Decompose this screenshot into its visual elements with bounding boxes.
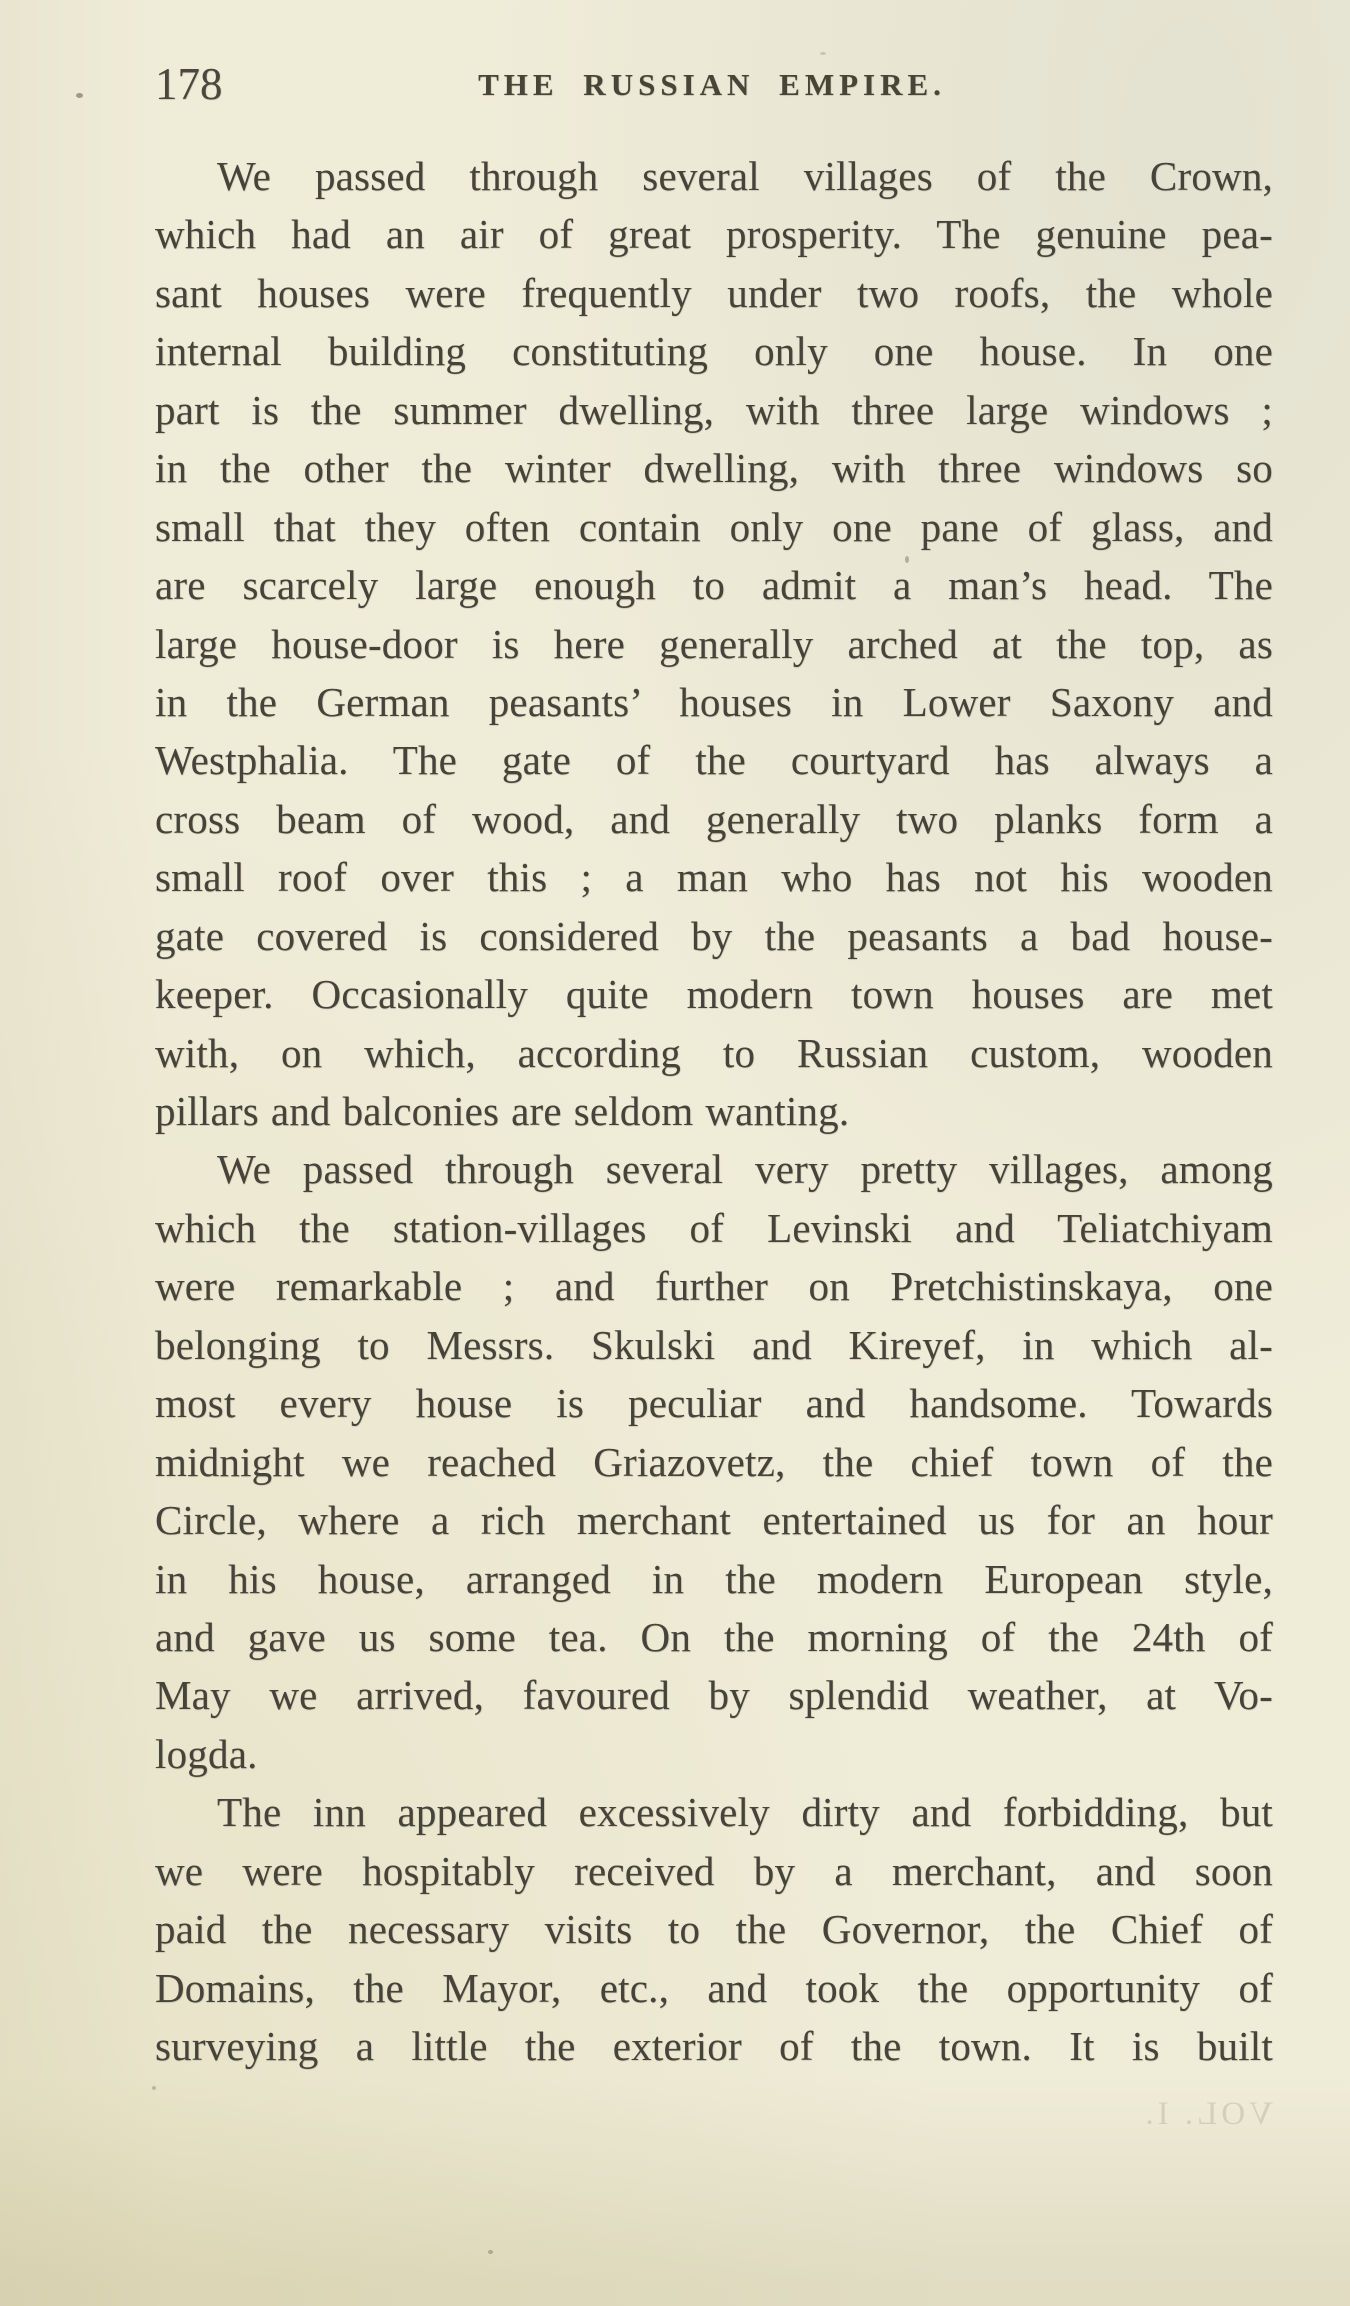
text-line: in the other the winter dwelling, with three windows so [155, 445, 1273, 492]
page-header [0, 58, 1350, 110]
text-line: gate covered is considered by the peasants a bad house- [155, 912, 1273, 959]
text-line: small roof over this ; a man who has not his wooden [155, 854, 1273, 901]
page-number: 178 [155, 59, 223, 109]
text-line: in his house, arranged in the modern European style, [155, 1555, 1273, 1602]
showthrough-text: VOL. I. [1141, 2096, 1273, 2132]
text-line: internal building constituting only one house. In one [155, 328, 1273, 375]
text-line: small that they often contain only one pane of glass, and [155, 503, 1273, 550]
text-line: large house-door is here generally arched at the top, as [155, 620, 1273, 667]
text-line: Circle, where a rich merchant entertained us for an hour [155, 1497, 1273, 1544]
paper-speck [905, 556, 909, 563]
text-line: in the German peasants’ houses in Lower Saxony and [155, 678, 1273, 725]
text-line: We passed through several villages of the Crown, [217, 153, 1273, 199]
text-line: with, on which, according to Russian custom, wooden [155, 1029, 1273, 1076]
paper-speck [820, 52, 826, 55]
text-line: sant houses were frequently under two roofs, the whole [155, 269, 1273, 316]
text-line: surveying a little the exterior of the town. It is built [155, 2023, 1273, 2069]
text-line: The inn appeared excessively dirty and forbidding, but [217, 1789, 1273, 1836]
text-line: which had an air of great prosperity. The genuine pea- [155, 211, 1273, 258]
text-line: pillars and balconies are seldom wanting. [155, 1088, 850, 1134]
running-title: THE RUSSIAN EMPIRE. [478, 67, 946, 102]
text-line: May we arrived, favoured by splendid weather, at Vo- [155, 1672, 1273, 1719]
text-line: cross beam of wood, and generally two planks form a [155, 795, 1273, 842]
text-line: We passed through several very pretty villages, among [217, 1146, 1273, 1193]
text-line: Westphalia. The gate of the courtyard has always a [155, 737, 1273, 784]
text-line: and gave us some tea. On the morning of the 24th of [155, 1613, 1273, 1660]
text-line: were remarkable ; and further on Pretchistinskaya, one [155, 1263, 1273, 1310]
text-line: paid the necessary visits to the Governor, the Chief of [155, 1906, 1273, 1953]
text-line: midnight we reached Griazovetz, the chief town of the [155, 1438, 1273, 1485]
text-line: part is the summer dwelling, with three large windows ; [155, 386, 1273, 433]
text-line: we were hospitably received by a merchant, and soon [155, 1847, 1273, 1894]
text-line: belonging to Messrs. Skulski and Kireyef, in which al- [155, 1321, 1273, 1368]
paper-speck [488, 2250, 493, 2254]
paper-speck [152, 2086, 156, 2090]
body-text [155, 147, 1273, 2075]
text-line: keeper. Occasionally quite modern town houses are met [155, 971, 1273, 1018]
text-line: most every house is peculiar and handsome. Towards [155, 1380, 1273, 1427]
text-line: which the station-villages of Levinski and Teliatchiyam [155, 1204, 1273, 1251]
text-line: are scarcely large enough to admit a man’s head. The [155, 562, 1273, 609]
text-line: logda. [155, 1730, 258, 1777]
text-line: Domains, the Mayor, etc., and took the opportunity of [155, 1964, 1273, 2011]
paper-speck [76, 93, 83, 98]
